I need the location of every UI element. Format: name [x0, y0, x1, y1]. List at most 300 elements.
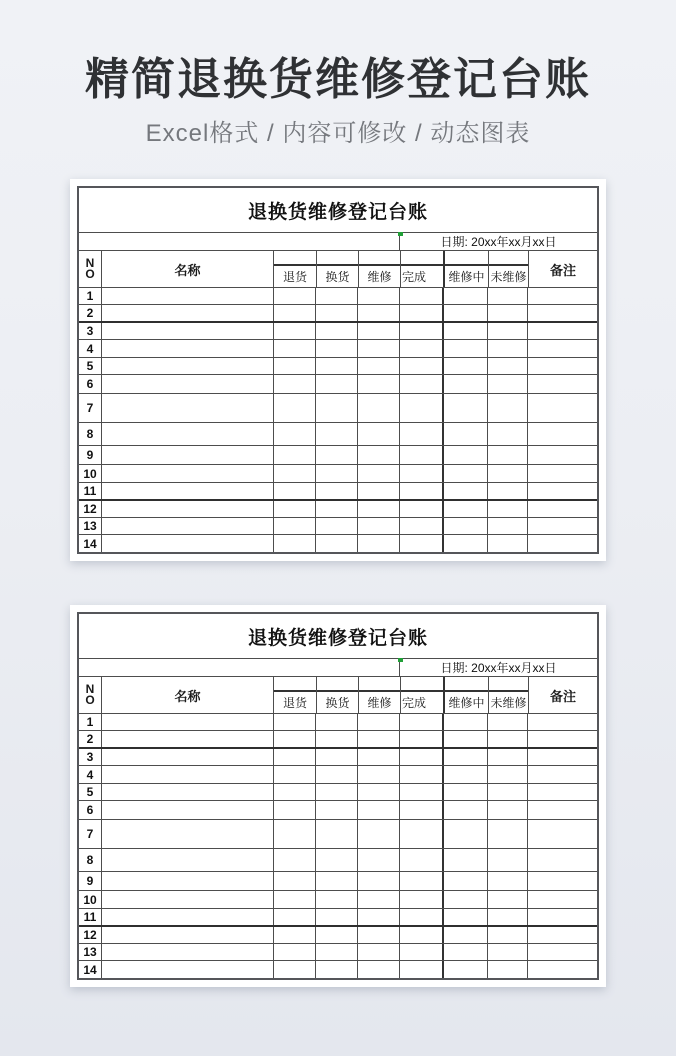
empty-cell	[101, 423, 273, 445]
row-number-cell: 5	[86, 359, 94, 374]
empty-cell	[487, 749, 527, 765]
empty-cell	[315, 891, 357, 908]
header-subcolumn-exchange	[316, 677, 358, 713]
empty-cell	[273, 731, 315, 747]
empty-cell	[399, 714, 442, 730]
sheet-card-2	[70, 605, 606, 987]
empty-cell	[357, 927, 399, 943]
table-row	[79, 445, 597, 464]
empty-cell	[357, 394, 399, 422]
empty-cell	[527, 358, 597, 374]
empty-cell	[357, 766, 399, 783]
empty-cell	[101, 714, 273, 730]
empty-cell	[487, 375, 527, 393]
empty-cell	[442, 961, 487, 978]
empty-cell	[273, 358, 315, 374]
row-number-cell: 10	[83, 892, 97, 907]
empty-cell	[101, 518, 273, 534]
header-subcolumns	[273, 677, 528, 713]
empty-cell	[399, 766, 442, 783]
header-subcolumn-exchange	[316, 251, 358, 287]
row-number-cell: 9	[86, 448, 94, 463]
empty-cell	[527, 731, 597, 747]
header-remark-cell: 备注	[528, 677, 597, 713]
empty-cell	[487, 501, 527, 517]
header-subcolumn-label: 换货	[325, 696, 350, 711]
empty-cell	[273, 340, 315, 357]
empty-cell	[442, 891, 487, 908]
empty-cell	[101, 944, 273, 960]
empty-cell	[273, 501, 315, 517]
empty-cell	[357, 375, 399, 393]
header-remark-cell: 备注	[528, 251, 597, 287]
sheet-table	[77, 612, 599, 980]
empty-cell	[357, 784, 399, 800]
table-header-row	[79, 250, 597, 287]
table-row	[79, 960, 597, 978]
row-number-cell: 14	[83, 536, 97, 551]
empty-cell	[399, 849, 442, 871]
empty-cell	[101, 446, 273, 464]
empty-cell	[357, 483, 399, 499]
empty-cell	[101, 501, 273, 517]
header-subcolumn-repair	[358, 677, 400, 713]
row-number-cell: 1	[86, 715, 94, 730]
empty-cell	[527, 446, 597, 464]
date-spacer-cell	[79, 659, 399, 676]
row-number-cell: 12	[83, 502, 97, 517]
empty-cell	[315, 801, 357, 819]
empty-cell	[315, 909, 357, 925]
header-subcolumn-in-repair	[443, 251, 488, 287]
empty-cell	[357, 849, 399, 871]
row-number-cell: 1	[86, 289, 94, 304]
table-row	[79, 534, 597, 552]
date-row	[79, 658, 597, 676]
empty-cell	[273, 849, 315, 871]
table-row	[79, 871, 597, 890]
empty-cell	[101, 535, 273, 552]
table-row	[79, 482, 597, 499]
empty-cell	[357, 446, 399, 464]
sheet-title: 退换货维修登记台账	[247, 201, 428, 223]
empty-cell	[399, 944, 442, 960]
empty-cell	[487, 801, 527, 819]
empty-cell	[357, 340, 399, 357]
table-row	[79, 499, 597, 517]
empty-cell	[101, 731, 273, 747]
empty-cell	[399, 305, 442, 321]
row-number-cell: 9	[86, 874, 94, 889]
empty-cell	[487, 961, 527, 978]
empty-cell	[527, 944, 597, 960]
empty-cell	[273, 909, 315, 925]
empty-cell	[527, 927, 597, 943]
empty-cell	[527, 340, 597, 357]
empty-cell	[442, 323, 487, 339]
empty-cell	[315, 944, 357, 960]
header-name-cell: 名称	[101, 677, 273, 713]
empty-cell	[442, 714, 487, 730]
header-subcolumn-empty-cell	[359, 677, 400, 692]
header-subcolumn-complete	[400, 677, 443, 713]
empty-cell	[101, 961, 273, 978]
row-number-cell: 7	[86, 401, 94, 416]
empty-cell	[273, 891, 315, 908]
empty-cell	[487, 358, 527, 374]
empty-cell	[442, 801, 487, 819]
sheet-table	[77, 186, 599, 554]
empty-cell	[399, 501, 442, 517]
header-subcolumn-label: 完成	[402, 696, 427, 711]
table-row	[79, 374, 597, 393]
empty-cell	[273, 323, 315, 339]
empty-cell	[357, 358, 399, 374]
empty-cell	[487, 423, 527, 445]
empty-cell	[487, 927, 527, 943]
header-subcolumn-label: 维修	[367, 696, 392, 711]
row-number-cell: 2	[86, 732, 94, 747]
empty-cell	[273, 483, 315, 499]
date-spacer-cell	[79, 233, 399, 250]
empty-cell	[442, 340, 487, 357]
empty-cell	[273, 801, 315, 819]
empty-cell	[399, 518, 442, 534]
empty-cell	[273, 375, 315, 393]
empty-cell	[315, 358, 357, 374]
header-no-cell: NO	[85, 682, 95, 708]
empty-cell	[442, 288, 487, 304]
row-number-cell: 14	[83, 962, 97, 977]
empty-cell	[101, 323, 273, 339]
empty-cell	[357, 801, 399, 819]
empty-cell	[273, 872, 315, 890]
empty-cell	[101, 872, 273, 890]
page-header	[0, 0, 676, 148]
empty-cell	[273, 305, 315, 321]
row-number-cell: 13	[83, 519, 97, 534]
header-subcolumn-label: 退货	[282, 696, 307, 711]
empty-cell	[442, 784, 487, 800]
empty-cell	[527, 801, 597, 819]
empty-cell	[527, 305, 597, 321]
table-row	[79, 287, 597, 304]
empty-cell	[487, 465, 527, 482]
empty-cell	[399, 749, 442, 765]
table-row	[79, 393, 597, 422]
table-row	[79, 357, 597, 374]
empty-cell	[399, 483, 442, 499]
row-number-cell: 7	[86, 827, 94, 842]
row-number-cell: 3	[86, 750, 94, 765]
empty-cell	[399, 446, 442, 464]
table-row	[79, 943, 597, 960]
header-subcolumn-empty-cell	[401, 251, 443, 266]
table-row	[79, 765, 597, 783]
empty-cell	[399, 535, 442, 552]
empty-cell	[442, 766, 487, 783]
empty-cell	[101, 801, 273, 819]
empty-cell	[273, 944, 315, 960]
empty-cell	[315, 288, 357, 304]
sheet-title: 退换货维修登记台账	[247, 627, 428, 649]
date-cell	[399, 659, 597, 676]
header-subcolumn-label: 未维修	[490, 696, 527, 711]
header-no-cell: NO	[85, 256, 95, 282]
empty-cell	[399, 872, 442, 890]
empty-cell	[273, 784, 315, 800]
empty-cell	[315, 483, 357, 499]
empty-cell	[442, 849, 487, 871]
table-row	[79, 848, 597, 871]
sheet-card-1	[70, 179, 606, 561]
empty-cell	[357, 731, 399, 747]
empty-cell	[527, 749, 597, 765]
empty-cell	[442, 423, 487, 445]
empty-cell	[357, 323, 399, 339]
empty-cell	[315, 340, 357, 357]
empty-cell	[399, 323, 442, 339]
empty-cell	[442, 518, 487, 534]
date-label: 日期: 20xx年xx月xx日	[440, 235, 557, 250]
empty-cell	[442, 375, 487, 393]
empty-cell	[101, 465, 273, 482]
empty-cell	[527, 872, 597, 890]
empty-cell	[487, 784, 527, 800]
empty-cell	[273, 465, 315, 482]
empty-cell	[527, 909, 597, 925]
empty-cell	[487, 849, 527, 871]
header-subcolumn-label: 换货	[325, 270, 350, 285]
header-subcolumn-label: 维修中	[448, 696, 485, 711]
green-corner-marker-icon	[398, 658, 403, 662]
empty-cell	[442, 535, 487, 552]
header-subcolumn-not-repaired	[488, 677, 528, 713]
empty-cell	[527, 501, 597, 517]
empty-cell	[273, 749, 315, 765]
header-subcolumn-complete	[400, 251, 443, 287]
empty-cell	[399, 375, 442, 393]
header-subcolumn-empty-cell	[359, 251, 400, 266]
empty-cell	[442, 394, 487, 422]
empty-cell	[527, 375, 597, 393]
empty-cell	[399, 961, 442, 978]
empty-cell	[273, 927, 315, 943]
empty-cell	[315, 323, 357, 339]
empty-cell	[101, 483, 273, 499]
empty-cell	[315, 784, 357, 800]
empty-cell	[399, 394, 442, 422]
empty-cell	[357, 891, 399, 908]
empty-cell	[442, 501, 487, 517]
empty-cell	[487, 731, 527, 747]
table-row	[79, 890, 597, 908]
empty-cell	[101, 305, 273, 321]
table-row	[79, 925, 597, 943]
header-subcolumn-repair	[358, 251, 400, 287]
empty-cell	[315, 749, 357, 765]
empty-cell	[399, 801, 442, 819]
row-number-cell: 5	[86, 785, 94, 800]
table-row	[79, 783, 597, 800]
empty-cell	[399, 891, 442, 908]
table-row	[79, 800, 597, 819]
empty-cell	[442, 909, 487, 925]
empty-cell	[357, 820, 399, 848]
table-row	[79, 422, 597, 445]
header-subcolumn-label: 维修	[367, 270, 392, 285]
empty-cell	[273, 394, 315, 422]
row-number-cell: 3	[86, 324, 94, 339]
header-name-cell: 名称	[101, 251, 273, 287]
header-subcolumn-label: 完成	[402, 270, 427, 285]
empty-cell	[315, 872, 357, 890]
table-row	[79, 730, 597, 747]
header-subcolumns	[273, 251, 528, 287]
empty-cell	[315, 305, 357, 321]
empty-cell	[315, 535, 357, 552]
empty-cell	[442, 358, 487, 374]
empty-cell	[315, 394, 357, 422]
empty-cell	[527, 535, 597, 552]
page-subtitle: Excel格式 / 内容可修改 / 动态图表	[145, 120, 531, 148]
header-subcolumn-empty-cell	[401, 677, 443, 692]
empty-cell	[527, 423, 597, 445]
empty-cell	[315, 423, 357, 445]
header-subcolumn-in-repair	[443, 677, 488, 713]
empty-cell	[527, 849, 597, 871]
row-number-cell: 6	[86, 377, 94, 392]
row-number-cell: 4	[86, 341, 94, 356]
table-row	[79, 819, 597, 848]
empty-cell	[527, 323, 597, 339]
empty-cell	[273, 714, 315, 730]
empty-cell	[527, 891, 597, 908]
row-number-cell: 2	[86, 306, 94, 321]
empty-cell	[487, 323, 527, 339]
date-cell	[399, 233, 597, 250]
empty-cell	[101, 849, 273, 871]
empty-cell	[273, 288, 315, 304]
empty-cell	[399, 288, 442, 304]
header-subcolumn-label: 未维修	[490, 270, 527, 285]
empty-cell	[101, 288, 273, 304]
table-row	[79, 304, 597, 321]
header-subcolumn-not-repaired	[488, 251, 528, 287]
empty-cell	[527, 465, 597, 482]
empty-cell	[399, 927, 442, 943]
table-header-row	[79, 676, 597, 713]
date-row	[79, 232, 597, 250]
empty-cell	[315, 927, 357, 943]
header-subcolumn-empty-cell	[317, 677, 358, 692]
empty-cell	[399, 358, 442, 374]
empty-cell	[442, 731, 487, 747]
header-subcolumn-label: 退货	[282, 270, 307, 285]
empty-cell	[399, 820, 442, 848]
header-subcolumn-empty-cell	[274, 677, 316, 692]
empty-cell	[101, 766, 273, 783]
table-body	[79, 287, 597, 552]
row-number-cell: 8	[86, 427, 94, 442]
empty-cell	[399, 340, 442, 357]
empty-cell	[442, 305, 487, 321]
header-subcolumn-empty-cell	[489, 677, 528, 692]
empty-cell	[442, 820, 487, 848]
empty-cell	[357, 872, 399, 890]
empty-cell	[315, 714, 357, 730]
empty-cell	[487, 535, 527, 552]
empty-cell	[101, 394, 273, 422]
empty-cell	[487, 305, 527, 321]
empty-cell	[357, 961, 399, 978]
empty-cell	[487, 483, 527, 499]
green-corner-marker-icon	[398, 232, 403, 236]
empty-cell	[101, 375, 273, 393]
empty-cell	[442, 927, 487, 943]
empty-cell	[357, 518, 399, 534]
row-number-cell: 4	[86, 767, 94, 782]
header-subcolumn-empty-cell	[489, 251, 528, 266]
empty-cell	[487, 518, 527, 534]
empty-cell	[399, 784, 442, 800]
empty-cell	[487, 872, 527, 890]
table-row	[79, 464, 597, 482]
empty-cell	[315, 501, 357, 517]
empty-cell	[442, 872, 487, 890]
empty-cell	[315, 961, 357, 978]
row-number-cell: 11	[83, 910, 97, 925]
empty-cell	[487, 891, 527, 908]
empty-cell	[527, 288, 597, 304]
page-title: 精简退换货维修登记台账	[85, 55, 591, 104]
empty-cell	[487, 820, 527, 848]
empty-cell	[357, 501, 399, 517]
empty-cell	[527, 518, 597, 534]
empty-cell	[101, 891, 273, 908]
empty-cell	[487, 340, 527, 357]
empty-cell	[487, 944, 527, 960]
table-row	[79, 713, 597, 730]
row-number-cell: 11	[83, 484, 97, 499]
empty-cell	[487, 909, 527, 925]
empty-cell	[357, 535, 399, 552]
date-label: 日期: 20xx年xx月xx日	[440, 661, 557, 676]
table-row	[79, 908, 597, 925]
empty-cell	[273, 446, 315, 464]
header-subcolumn-empty-cell	[445, 251, 488, 266]
empty-cell	[527, 714, 597, 730]
empty-cell	[399, 731, 442, 747]
table-body	[79, 713, 597, 978]
empty-cell	[315, 446, 357, 464]
empty-cell	[399, 423, 442, 445]
empty-cell	[487, 394, 527, 422]
empty-cell	[357, 465, 399, 482]
row-number-cell: 10	[83, 466, 97, 481]
header-subcolumn-empty-cell	[274, 251, 316, 266]
empty-cell	[101, 909, 273, 925]
empty-cell	[487, 766, 527, 783]
row-number-cell: 8	[86, 853, 94, 868]
empty-cell	[357, 749, 399, 765]
header-subcolumn-empty-cell	[445, 677, 488, 692]
empty-cell	[487, 714, 527, 730]
empty-cell	[357, 909, 399, 925]
empty-cell	[442, 483, 487, 499]
empty-cell	[101, 358, 273, 374]
empty-cell	[101, 820, 273, 848]
